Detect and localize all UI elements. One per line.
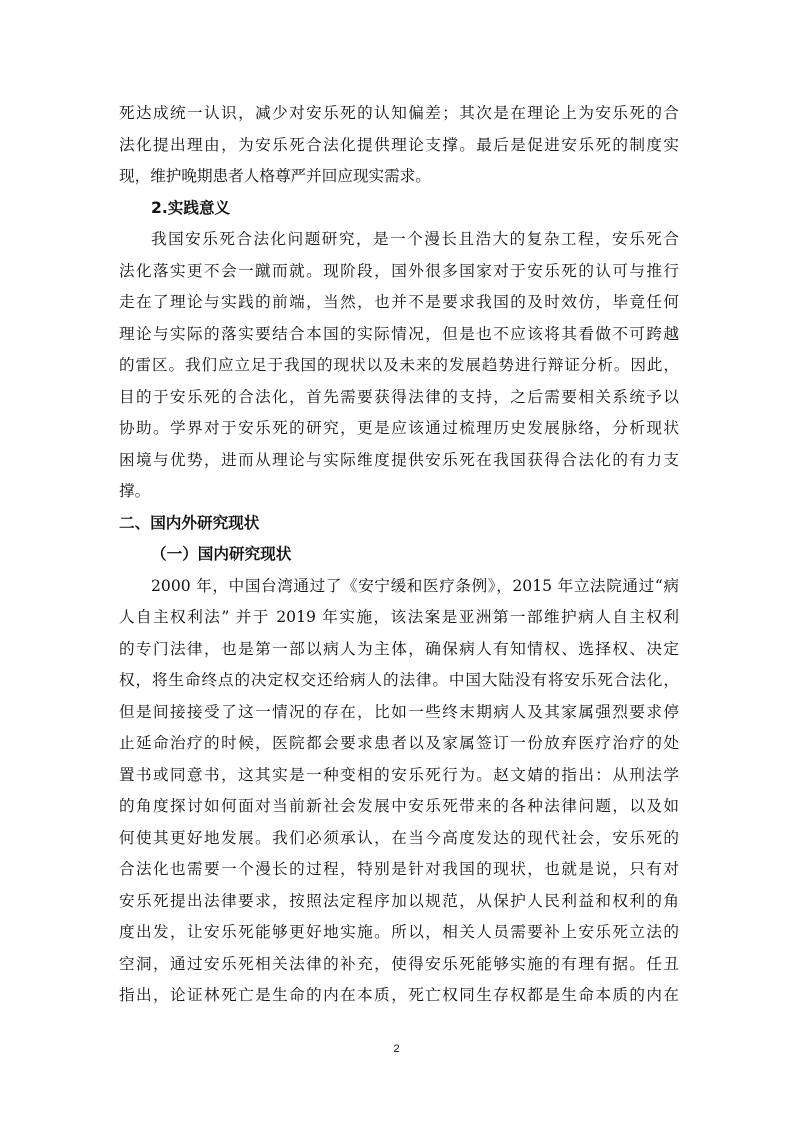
paragraph-domestic-status — [119, 571, 679, 1012]
text-line: 的专门法律，也是第一部以病人为主体，确保病人有知情权、选择权、决定 — [119, 639, 679, 658]
chapter-heading-research-status: 二、国内外研究现状 — [119, 513, 260, 532]
text-line: 置书或同意书，这其实是一种变相的安乐死行为。赵文婧的指出：从刑法学 — [119, 765, 679, 784]
page-number: 2 — [393, 1043, 400, 1055]
text-line: 的角度探讨如何面对当前新社会发展中安乐死带来的各种法律问题，以及如 — [119, 797, 679, 815]
text-line: 目的于安乐死的合法化，首先需要获得法律的支持，之后需要相关系统予以 — [119, 387, 679, 406]
text-line: 我国安乐死合法化问题研究，是一个漫长且浩大的复杂工程，安乐死合 — [151, 230, 679, 248]
text-line: 理论与实际的落实要结合本国的实际情况，但是也不应该将其看做不可跨越 — [119, 324, 679, 343]
text-line: 的雷区。我们应立足于我国的现状以及未来的发展趋势进行辩证分析。因此， — [119, 356, 679, 374]
text-line: 走在了理论与实践的前端，当然，也并不是要求我国的及时效仿，毕竟任何 — [119, 293, 679, 311]
page-body — [119, 98, 679, 1012]
text-line: 空洞，通过安乐死相关法律的补充，使得安乐死能够实施的有理有据。任丑 — [119, 954, 679, 973]
text-line: 现，维护晚期患者人格尊严并回应现实需求。 — [119, 167, 431, 185]
text-line: 困境与优势，进而从理论与实际维度提供安乐死在我国获得合法化的有力支 — [119, 450, 679, 469]
text-line: 撑。 — [119, 482, 151, 500]
text-line: 安乐死提出法律要求，按照法定程序加以规范，从保护人民利益和权利的角 — [119, 891, 679, 910]
subsection-heading-domestic-status: （一）国内研究现状 — [151, 545, 292, 563]
text-line: 死达成统一认识，减少对安乐死的认知偏差；其次是在理论上为安乐死的合 — [119, 104, 679, 122]
text-line: 何使其更好地发展。我们必须承认，在当今高度发达的现代社会，安乐死的 — [119, 828, 679, 847]
text-line: 法化提出理由，为安乐死合法化提供理论支撑。最后是促进安乐死的制度实 — [119, 135, 679, 154]
text-line: 但是间接接受了这一情况的存在，比如一些终末期病人及其家属强烈要求停 — [119, 702, 679, 721]
text-line: 权，将生命终点的决定权交还给病人的法律。中国大陆没有将安乐死合法化， — [119, 671, 679, 689]
text-line: 协助。学界对于安乐死的研究，更是应该通过梳理历史发展脉络，分析现状 — [119, 419, 679, 437]
text-line: 指出，论证林死亡是生命的内在本质，死亡权同生存权都是生命本质的内在 — [119, 986, 679, 1004]
section-heading-practical-significance: 2.实践意义 — [151, 198, 231, 217]
text-line: 法化落实更不会一蹴而就。现阶段，国外很多国家对于安乐死的认可与推行 — [119, 261, 679, 280]
paragraph-practical-significance — [119, 224, 679, 508]
text-line: 度出发，让安乐死能够更好地实施。所以，相关人员需要补上安乐死立法的 — [119, 923, 679, 941]
text-line: 合法化也需要一个漫长的过程，特别是针对我国的现状，也就是说，只有对 — [119, 860, 679, 878]
paragraph-theory-continuation — [119, 98, 679, 193]
text-line: 止延命治疗的时候，医院都会要求患者以及家属签订一份放弃医疗治疗的处 — [119, 734, 679, 752]
text-line: 人自主权利法” 并于 2019 年实施，该法案是亚洲第一部维护病人自主权利 — [119, 608, 679, 626]
text-line: 2000 年，中国台湾通过了《安宁缓和医疗条例》，2015 年立法院通过“病 — [151, 576, 679, 595]
